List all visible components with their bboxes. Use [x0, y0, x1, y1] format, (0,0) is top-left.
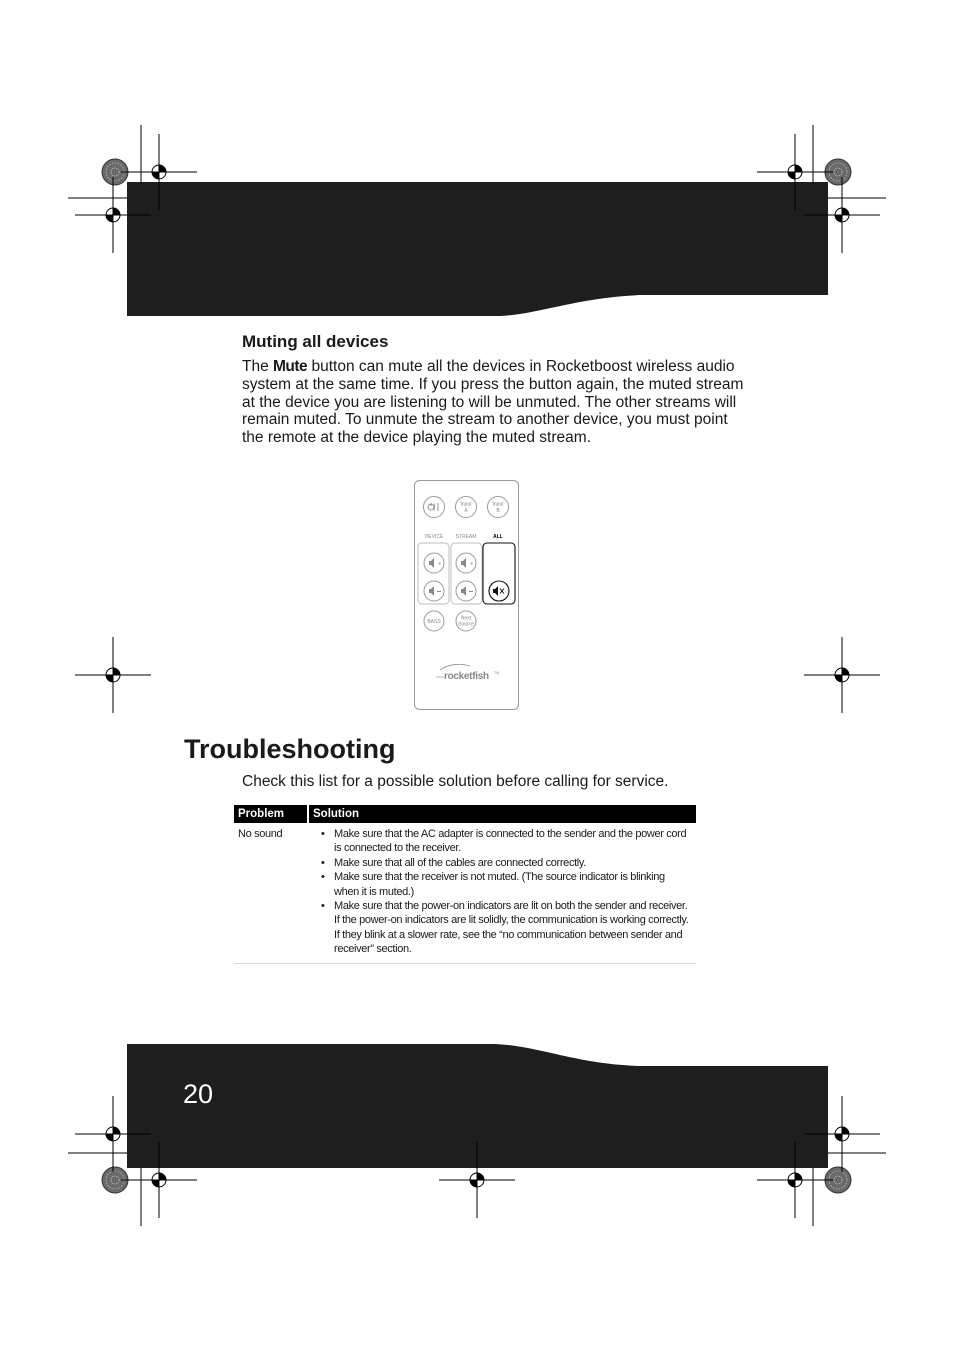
header-band: [0, 178, 954, 320]
bass-label: BASS: [427, 619, 441, 625]
input-a-label-2: A: [464, 508, 468, 514]
all-label: ALL: [493, 534, 503, 540]
remote-illustration: [414, 480, 520, 711]
brand-trademark: TM: [494, 671, 500, 675]
problem-cell: No sound: [234, 823, 308, 963]
device-volume-down-button: [424, 581, 444, 601]
list-item: • Make sure that the AC adapter is connected to the sender and the power cord is connected to the receiver.: [312, 827, 692, 856]
list-item: • Make sure that all of the cables are connected correctly.: [312, 856, 692, 870]
muting-paragraph: [242, 358, 752, 447]
page-title: Troubleshooting: [184, 734, 396, 764]
table-header-row: [234, 805, 696, 823]
input-b-button: [488, 497, 509, 518]
page-number: 20: [183, 1079, 214, 1109]
input-a-button: [456, 497, 477, 518]
para-prefix: The: [242, 358, 274, 375]
intro-text: Check this list for a possible solution before calling for service.: [242, 773, 669, 790]
solution-list: [312, 827, 692, 957]
list-item: • Make sure that the receiver is not muted. (The source indicator is blinking when it is muted.): [312, 870, 692, 899]
source-label: Source: [458, 621, 474, 628]
troubleshooting-table: [234, 805, 696, 964]
para-rest: button can mute all the devices in Rocketboost wireless audio system at the same time. If you press the button again, the muted stream at the device you are listening to will be unmuted. The other streams will remain muted. To unmute the stream to another device, you must point the remote at the device playing the muted stream.: [242, 358, 744, 447]
mute-all-button: [489, 581, 509, 601]
header-solution: Solution: [308, 805, 696, 823]
device-volume-up-button: [424, 553, 444, 573]
footer-band: [0, 1040, 954, 1172]
bass-button: [424, 611, 444, 631]
solution-cell: [308, 823, 696, 963]
table-row: [234, 823, 696, 963]
next-source-button: [456, 611, 476, 631]
stream-volume-down-button: [456, 581, 476, 601]
brand-name: rocketfish: [444, 671, 489, 682]
stream-volume-up-button: [456, 553, 476, 573]
input-b-label-2: B: [496, 508, 500, 514]
header-problem: Problem: [234, 805, 308, 823]
mute-keyword: Mute: [273, 358, 308, 375]
device-label: DEVICE: [424, 534, 444, 540]
power-button: [424, 497, 445, 518]
list-item: • Make sure that the power-on indicators are lit on both the sender and receiver. If the power-on indicators are lit solidly, the communication is working correctly. If they blink at a slower rate, see the “no communication between sender and receiver” section.: [312, 899, 692, 957]
input-b-label-1: Input: [492, 501, 504, 508]
svg-text:+: +: [438, 561, 442, 568]
section-heading: Muting all devices: [242, 332, 389, 351]
svg-text:+: +: [470, 561, 474, 568]
next-label: Next: [460, 615, 472, 622]
stream-label: STREAM: [455, 534, 477, 540]
input-a-label-1: Input: [460, 501, 472, 508]
